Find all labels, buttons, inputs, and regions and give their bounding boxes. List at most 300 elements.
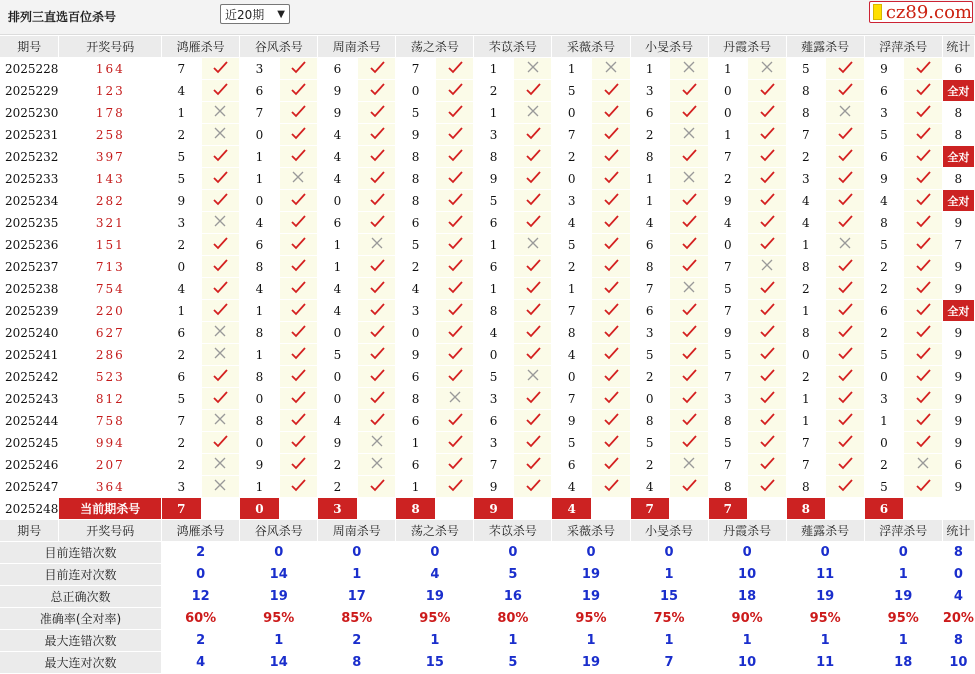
check-icon (915, 236, 931, 250)
check-icon (290, 148, 306, 162)
kill-value: 9 (162, 190, 201, 212)
result-mark (201, 124, 240, 146)
check-icon (369, 258, 385, 272)
row-stat: 9 (942, 410, 974, 432)
header-expert: 薤露杀号 (786, 36, 864, 58)
cross-icon (681, 170, 697, 184)
header-row-top (0, 36, 975, 58)
stats-value: 19 (786, 586, 864, 608)
check-icon (447, 60, 463, 74)
stats-value: 1 (786, 630, 864, 652)
current-kill-value: 0 (240, 498, 279, 520)
kill-value: 4 (318, 300, 357, 322)
check-icon (681, 478, 697, 492)
kill-value: 7 (708, 366, 747, 388)
kill-value: 1 (240, 300, 279, 322)
result-mark (201, 278, 240, 300)
check-icon (369, 280, 385, 294)
kill-value: 9 (552, 410, 591, 432)
row-stat: 6 (942, 58, 974, 80)
kill-value: 8 (708, 410, 747, 432)
check-icon (369, 302, 385, 316)
result-mark (357, 410, 396, 432)
result-mark (904, 102, 943, 124)
check-icon (837, 258, 853, 272)
kill-value: 4 (240, 212, 279, 234)
check-icon (759, 148, 775, 162)
check-icon (447, 214, 463, 228)
kill-value: 7 (396, 58, 435, 80)
result-mark (435, 124, 474, 146)
kill-value: 9 (474, 476, 513, 498)
stats-value: 10 (708, 652, 786, 674)
result-mark (513, 58, 552, 80)
check-icon (603, 478, 619, 492)
check-icon (603, 324, 619, 338)
all-correct-badge: 全对 (942, 80, 974, 102)
kill-value: 9 (318, 80, 357, 102)
stats-value: 0 (630, 542, 708, 564)
row-stat: 9 (942, 278, 974, 300)
kill-value: 5 (786, 58, 825, 80)
table-row (0, 168, 975, 190)
result-mark (513, 102, 552, 124)
site-logo[interactable] (869, 1, 973, 23)
kill-value: 2 (786, 146, 825, 168)
kill-value: 3 (864, 102, 903, 124)
kill-value: 2 (162, 344, 201, 366)
check-icon (837, 148, 853, 162)
draw-numbers: 143 (59, 168, 162, 190)
check-icon (369, 148, 385, 162)
result-mark (748, 190, 787, 212)
current-kill-value: 9 (474, 498, 513, 520)
result-mark (201, 168, 240, 190)
kill-value: 0 (864, 432, 903, 454)
result-mark (669, 58, 708, 80)
kill-value: 7 (708, 146, 747, 168)
kill-value: 1 (708, 58, 747, 80)
result-mark (591, 476, 630, 498)
kill-value: 4 (864, 190, 903, 212)
result-mark (591, 278, 630, 300)
cross-icon (759, 258, 775, 272)
check-icon (212, 258, 228, 272)
row-stat: 9 (942, 366, 974, 388)
result-mark (279, 432, 318, 454)
result-mark (904, 190, 943, 212)
check-icon (915, 214, 931, 228)
check-icon (525, 148, 541, 162)
check-icon (212, 368, 228, 382)
check-icon (525, 324, 541, 338)
stats-value: 80% (474, 608, 552, 630)
header-expert: 周南杀号 (318, 520, 396, 542)
check-icon (759, 346, 775, 360)
draw-numbers: 258 (59, 124, 162, 146)
cross-icon (525, 60, 541, 74)
result-mark (591, 366, 630, 388)
header-expert: 谷风杀号 (240, 520, 318, 542)
period-cell: 2025246 (0, 454, 59, 476)
draw-numbers: 207 (59, 454, 162, 476)
kill-value: 9 (708, 190, 747, 212)
cross-icon (212, 104, 228, 118)
kill-value: 5 (864, 476, 903, 498)
result-mark (513, 190, 552, 212)
kill-value: 5 (396, 102, 435, 124)
kill-value: 1 (708, 124, 747, 146)
table-row (0, 344, 975, 366)
kill-value: 1 (162, 102, 201, 124)
check-icon (759, 236, 775, 250)
stats-label: 准确率(全对率) (0, 608, 162, 630)
result-mark (279, 190, 318, 212)
stats-total: 8 (942, 630, 974, 652)
stats-row (0, 630, 975, 652)
kill-value: 2 (864, 278, 903, 300)
result-mark (435, 432, 474, 454)
header-expert: 小旻杀号 (630, 520, 708, 542)
kill-value: 8 (630, 146, 669, 168)
stats-label: 最大连对次数 (0, 652, 162, 674)
result-mark (826, 190, 865, 212)
check-icon (837, 390, 853, 404)
result-mark (357, 322, 396, 344)
stats-value: 0 (786, 542, 864, 564)
kill-value: 3 (552, 190, 591, 212)
check-icon (681, 346, 697, 360)
check-icon (603, 82, 619, 96)
kill-value: 8 (240, 256, 279, 278)
stats-value: 1 (318, 564, 396, 586)
kill-value: 4 (552, 476, 591, 498)
kill-value: 3 (162, 476, 201, 498)
result-mark (669, 212, 708, 234)
result-mark (826, 80, 865, 102)
row-stat: 9 (942, 432, 974, 454)
header-period: 期号 (0, 36, 59, 58)
stats-row (0, 564, 975, 586)
draw-numbers: 364 (59, 476, 162, 498)
chevron-down-icon: ▼ (277, 8, 285, 20)
period-cell: 2025241 (0, 344, 59, 366)
kill-value: 1 (630, 58, 669, 80)
result-mark (357, 476, 396, 498)
kill-value: 6 (396, 366, 435, 388)
check-icon (525, 302, 541, 316)
result-mark (826, 454, 865, 476)
kill-value: 4 (162, 278, 201, 300)
kill-value: 7 (786, 432, 825, 454)
header-stats: 统计 (942, 520, 974, 542)
result-mark (435, 256, 474, 278)
header-period: 期号 (0, 520, 59, 542)
check-icon (603, 148, 619, 162)
check-icon (369, 214, 385, 228)
kill-value: 1 (630, 168, 669, 190)
stats-value: 16 (474, 586, 552, 608)
check-icon (837, 280, 853, 294)
kill-value: 9 (318, 102, 357, 124)
check-icon (915, 170, 931, 184)
check-icon (212, 302, 228, 316)
kill-value: 8 (786, 256, 825, 278)
result-mark (669, 146, 708, 168)
check-icon (759, 214, 775, 228)
result-mark (513, 124, 552, 146)
result-mark (904, 168, 943, 190)
stats-value: 7 (630, 652, 708, 674)
result-mark (748, 256, 787, 278)
kill-value: 5 (630, 344, 669, 366)
kill-value: 9 (864, 58, 903, 80)
kill-value: 2 (786, 366, 825, 388)
kill-value: 6 (474, 212, 513, 234)
kill-value: 0 (162, 256, 201, 278)
cross-icon (290, 170, 306, 184)
blank-cell (942, 498, 974, 520)
current-kill-row (0, 498, 975, 520)
result-mark (591, 344, 630, 366)
result-mark (357, 168, 396, 190)
check-icon (915, 346, 931, 360)
stats-value: 19 (552, 564, 630, 586)
result-mark (904, 432, 943, 454)
check-icon (915, 412, 931, 426)
kill-value: 7 (552, 388, 591, 410)
result-mark (669, 124, 708, 146)
period-range-select[interactable] (220, 4, 290, 24)
result-mark (513, 432, 552, 454)
result-mark (904, 58, 943, 80)
result-mark (826, 432, 865, 454)
check-icon (525, 214, 541, 228)
stats-value: 15 (396, 652, 474, 674)
kill-value: 7 (552, 124, 591, 146)
header-expert: 芣苡杀号 (474, 36, 552, 58)
kill-value: 1 (552, 58, 591, 80)
row-stat: 9 (942, 344, 974, 366)
kill-value: 5 (552, 234, 591, 256)
result-mark (201, 410, 240, 432)
result-mark (513, 80, 552, 102)
result-mark (357, 146, 396, 168)
kill-value: 0 (786, 344, 825, 366)
check-icon (915, 192, 931, 206)
kill-value: 7 (786, 454, 825, 476)
header-expert: 鸿雁杀号 (162, 36, 240, 58)
kill-value: 6 (396, 212, 435, 234)
check-icon (525, 456, 541, 470)
header-row-bottom (0, 520, 975, 542)
result-mark (357, 212, 396, 234)
table-row (0, 454, 975, 476)
check-icon (525, 170, 541, 184)
check-icon (447, 236, 463, 250)
result-mark (201, 256, 240, 278)
result-mark (904, 322, 943, 344)
kill-value: 6 (474, 256, 513, 278)
kill-value: 2 (162, 454, 201, 476)
result-mark (435, 322, 474, 344)
kill-value: 8 (396, 168, 435, 190)
logo-text: cz89.com (885, 1, 972, 23)
check-icon (837, 302, 853, 316)
stats-label: 目前连错次数 (0, 542, 162, 564)
period-cell: 2025244 (0, 410, 59, 432)
stats-total: 8 (942, 542, 974, 564)
cross-icon (212, 456, 228, 470)
blank-cell (435, 498, 474, 520)
check-icon (681, 148, 697, 162)
result-mark (357, 80, 396, 102)
result-mark (904, 256, 943, 278)
cross-icon (525, 104, 541, 118)
check-icon (759, 126, 775, 140)
kill-value: 2 (162, 234, 201, 256)
kill-value: 9 (396, 124, 435, 146)
kill-value: 1 (474, 234, 513, 256)
period-cell: 2025230 (0, 102, 59, 124)
kill-value: 0 (318, 322, 357, 344)
cross-icon (369, 236, 385, 250)
stats-value: 4 (396, 564, 474, 586)
check-icon (290, 104, 306, 118)
header-expert: 采薇杀号 (552, 36, 630, 58)
kill-value: 5 (864, 234, 903, 256)
check-icon (447, 126, 463, 140)
check-icon (681, 390, 697, 404)
kill-value: 0 (708, 102, 747, 124)
kill-value: 0 (474, 344, 513, 366)
result-mark (904, 410, 943, 432)
kill-value: 8 (708, 476, 747, 498)
row-stat: 7 (942, 234, 974, 256)
check-icon (290, 192, 306, 206)
row-stat: 8 (942, 124, 974, 146)
header-expert: 薤露杀号 (786, 520, 864, 542)
result-mark (904, 146, 943, 168)
kill-value: 8 (864, 212, 903, 234)
check-icon (525, 192, 541, 206)
result-mark (435, 278, 474, 300)
check-icon (603, 214, 619, 228)
check-icon (681, 192, 697, 206)
period-cell: 2025234 (0, 190, 59, 212)
kill-value: 6 (864, 80, 903, 102)
result-mark (513, 322, 552, 344)
result-mark (279, 366, 318, 388)
check-icon (915, 126, 931, 140)
result-mark (826, 168, 865, 190)
stats-value: 1 (396, 630, 474, 652)
kill-value: 4 (630, 212, 669, 234)
check-icon (290, 412, 306, 426)
kill-value: 1 (240, 168, 279, 190)
result-mark (201, 146, 240, 168)
check-icon (369, 478, 385, 492)
stats-value: 15 (630, 586, 708, 608)
kill-value: 1 (240, 146, 279, 168)
result-mark (435, 454, 474, 476)
current-kill-value: 6 (864, 498, 903, 520)
kill-value: 7 (552, 300, 591, 322)
kill-value: 5 (162, 146, 201, 168)
result-mark (748, 168, 787, 190)
period-cell: 2025242 (0, 366, 59, 388)
check-icon (525, 434, 541, 448)
kill-value: 9 (708, 322, 747, 344)
stats-value: 8 (318, 652, 396, 674)
stats-value: 90% (708, 608, 786, 630)
kill-value: 7 (630, 278, 669, 300)
result-mark (591, 454, 630, 476)
check-icon (681, 82, 697, 96)
draw-numbers: 754 (59, 278, 162, 300)
logo-square-icon (873, 4, 882, 20)
cross-icon (525, 236, 541, 250)
result-mark (279, 388, 318, 410)
kill-value: 7 (240, 102, 279, 124)
stats-value: 95% (396, 608, 474, 630)
stats-value: 1 (240, 630, 318, 652)
result-mark (591, 322, 630, 344)
check-icon (681, 324, 697, 338)
draw-numbers: 397 (59, 146, 162, 168)
stats-value: 95% (864, 608, 942, 630)
kill-value: 0 (240, 124, 279, 146)
check-icon (525, 126, 541, 140)
current-kill-value: 4 (552, 498, 591, 520)
result-mark (279, 322, 318, 344)
table-row (0, 366, 975, 388)
period-cell: 2025237 (0, 256, 59, 278)
result-mark (357, 102, 396, 124)
cross-icon (212, 478, 228, 492)
kill-value: 8 (396, 388, 435, 410)
result-mark (357, 300, 396, 322)
kill-value: 4 (786, 190, 825, 212)
kill-value: 2 (864, 256, 903, 278)
result-mark (669, 322, 708, 344)
cross-icon (212, 324, 228, 338)
blank-cell (748, 498, 787, 520)
result-mark (826, 256, 865, 278)
kill-value: 2 (552, 256, 591, 278)
check-icon (915, 82, 931, 96)
draw-numbers: 523 (59, 366, 162, 388)
period-cell: 2025228 (0, 58, 59, 80)
stats-row (0, 608, 975, 630)
header-expert: 采薇杀号 (552, 520, 630, 542)
check-icon (759, 280, 775, 294)
result-mark (201, 454, 240, 476)
result-mark (591, 300, 630, 322)
result-mark (904, 366, 943, 388)
stats-value: 0 (162, 564, 240, 586)
check-icon (681, 236, 697, 250)
stats-row (0, 542, 975, 564)
result-mark (826, 366, 865, 388)
check-icon (681, 302, 697, 316)
stats-value: 0 (318, 542, 396, 564)
draw-numbers: 713 (59, 256, 162, 278)
result-mark (748, 124, 787, 146)
check-icon (915, 478, 931, 492)
stats-value: 1 (864, 564, 942, 586)
check-icon (603, 236, 619, 250)
